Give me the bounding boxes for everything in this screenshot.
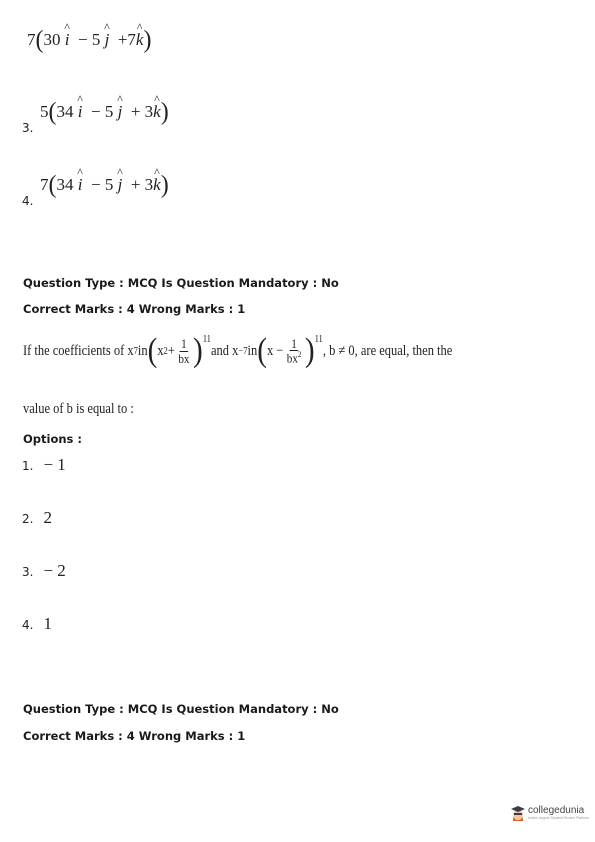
paren-close: ) bbox=[160, 171, 169, 199]
j-sign: − bbox=[77, 30, 88, 49]
paren-open: ( bbox=[35, 26, 44, 54]
prev-option-number: 3. bbox=[22, 121, 34, 135]
coefficient: 7 bbox=[40, 175, 49, 194]
option-number: 2. bbox=[22, 512, 34, 526]
paren-open: ( bbox=[48, 171, 57, 199]
question-text-part: If the coefficients of x bbox=[23, 342, 134, 359]
question-type-line: Question Type : MCQ Is Question Mandatory : No bbox=[23, 276, 339, 290]
i-component: 30 bbox=[43, 30, 61, 49]
fraction bbox=[285, 337, 303, 366]
option-value: − 2 bbox=[43, 561, 66, 580]
option-item[interactable] bbox=[22, 614, 52, 634]
options-label: Options : bbox=[23, 432, 82, 446]
paren-close: ) bbox=[160, 98, 169, 126]
k-component: 7 bbox=[127, 30, 136, 49]
unit-vector-j: ^ j bbox=[105, 30, 110, 50]
prev-option-expression bbox=[27, 28, 151, 52]
k-sign: + bbox=[130, 175, 141, 194]
prev-option-number: 4. bbox=[22, 194, 34, 208]
unit-vector-i: ^ i bbox=[78, 102, 83, 122]
question-text-part: 7 bbox=[133, 345, 138, 357]
option-item[interactable] bbox=[22, 455, 66, 475]
exponent: 11 bbox=[314, 334, 323, 345]
denominator-exponent: 2 bbox=[297, 350, 302, 360]
denominator: bx bbox=[178, 350, 190, 366]
option-value: − 1 bbox=[43, 455, 66, 474]
unit-vector-j: ^ j bbox=[118, 175, 123, 195]
logo-wordmark bbox=[528, 806, 589, 820]
question-text-part: and x bbox=[210, 342, 239, 359]
marks-line: Correct Marks : 4 Wrong Marks : 1 bbox=[23, 729, 246, 743]
j-sign: − bbox=[90, 175, 101, 194]
option-number: 3. bbox=[22, 565, 34, 579]
j-component: 5 bbox=[91, 30, 101, 49]
i-component: 34 bbox=[56, 175, 74, 194]
paren-close: ) bbox=[143, 26, 152, 54]
denominator bbox=[285, 351, 303, 365]
numerator: 1 bbox=[291, 335, 297, 351]
unit-vector-k: ^ k bbox=[136, 30, 144, 50]
collegedunia-logo bbox=[510, 804, 589, 822]
k-sign: + bbox=[130, 102, 141, 121]
numerator: 1 bbox=[181, 335, 187, 351]
unit-vector-i: ^ i bbox=[78, 175, 83, 195]
paren-open: ( bbox=[48, 98, 57, 126]
logo-subtext: India's largest Student Review Platform bbox=[528, 816, 589, 820]
coefficient: 7 bbox=[27, 30, 36, 49]
paren-open: ( bbox=[257, 332, 267, 369]
option-value: 1 bbox=[43, 614, 52, 633]
paren-open: ( bbox=[147, 332, 158, 369]
exponent: 11 bbox=[202, 334, 211, 345]
paren-close: ) bbox=[192, 332, 203, 369]
marks-line: Correct Marks : 4 Wrong Marks : 1 bbox=[23, 302, 246, 316]
paren-close: ) bbox=[304, 332, 315, 369]
prev-option-expression bbox=[40, 173, 169, 197]
expression-term: x bbox=[157, 342, 164, 359]
j-component: 5 bbox=[104, 102, 114, 121]
k-component: 3 bbox=[144, 175, 154, 194]
j-sign: − bbox=[90, 102, 101, 121]
question-text-part: in bbox=[137, 342, 148, 359]
logo-text: collegedunia bbox=[528, 805, 585, 816]
option-item[interactable] bbox=[22, 561, 66, 581]
question-text-part: in bbox=[247, 342, 258, 359]
question-text-line-2: value of b is equal to : bbox=[23, 401, 134, 417]
k-sign: + bbox=[117, 30, 128, 49]
expression-term: x − bbox=[266, 342, 284, 359]
denominator-base: bx bbox=[286, 350, 298, 366]
unit-vector-j: ^ j bbox=[118, 102, 123, 122]
unit-vector-k: ^ k bbox=[153, 102, 161, 122]
prev-option-expression bbox=[40, 100, 169, 124]
unit-vector-i: ^ i bbox=[65, 30, 70, 50]
coefficient: 5 bbox=[40, 102, 49, 121]
option-number: 1. bbox=[22, 459, 34, 473]
question-text-line-1 bbox=[23, 334, 452, 368]
j-component: 5 bbox=[104, 175, 114, 194]
expression-term: 2 bbox=[163, 345, 168, 357]
fraction bbox=[177, 337, 192, 365]
expression-term: + bbox=[167, 342, 175, 359]
question-text-part: , b ≠ 0, are equal, then the bbox=[322, 342, 453, 359]
i-component: 34 bbox=[56, 102, 74, 121]
unit-vector-k: ^ k bbox=[153, 175, 161, 195]
option-item[interactable] bbox=[22, 508, 52, 528]
graduate-cap-icon bbox=[510, 804, 526, 822]
question-type-line: Question Type : MCQ Is Question Mandatory : No bbox=[23, 702, 339, 716]
option-value: 2 bbox=[43, 508, 52, 527]
question-text-part: −7 bbox=[238, 345, 248, 357]
option-number: 4. bbox=[22, 618, 34, 632]
k-component: 3 bbox=[144, 102, 154, 121]
